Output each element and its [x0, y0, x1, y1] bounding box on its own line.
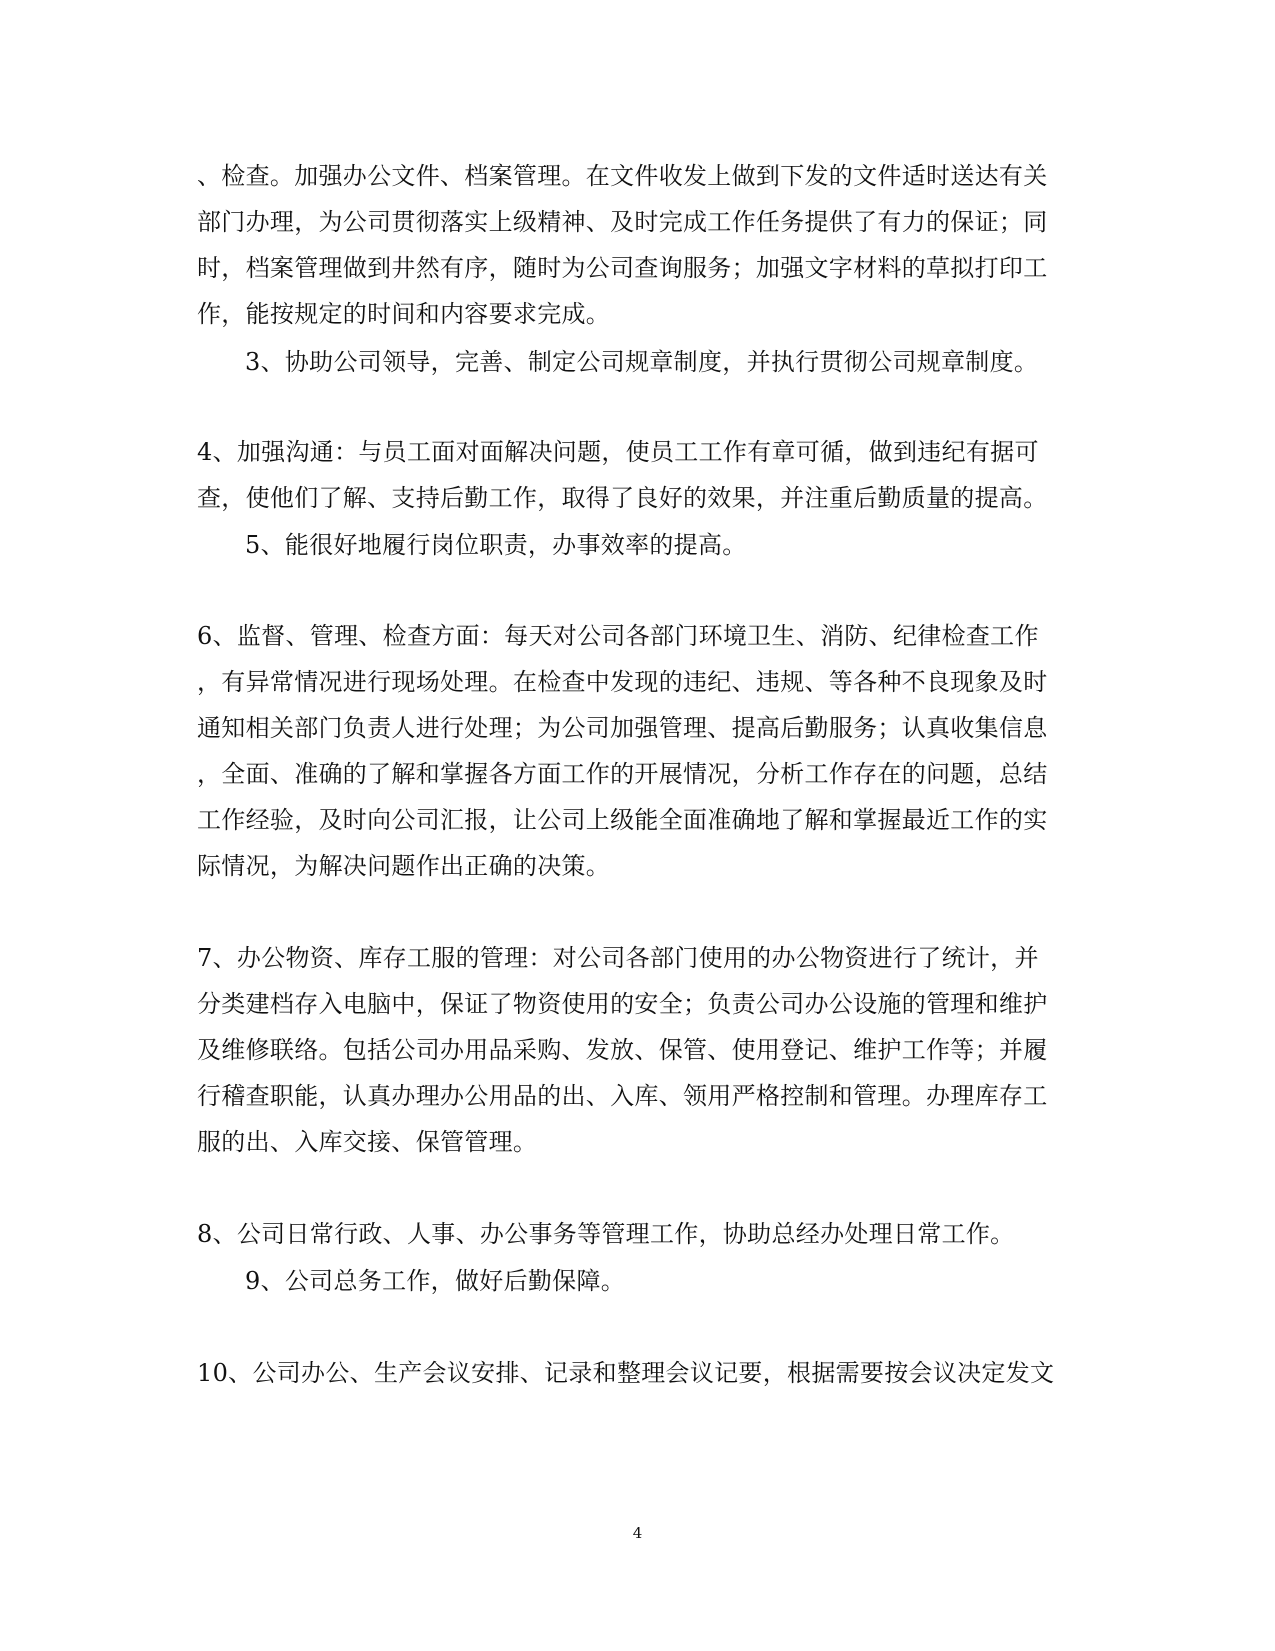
- paragraph-line: 5、能很好地履行岗位职责，办事效率的提高。: [245, 531, 747, 559]
- paragraph-line: 7、办公物资、库存工服的管理：对公司各部门使用的办公物资进行了统计，并: [197, 944, 1039, 972]
- paragraph-line: 10、公司办公、生产会议安排、记录和整理会议记要，根据需要按会议决定发文: [197, 1359, 1055, 1387]
- paragraph-line: 、检查。加强办公文件、档案管理。在文件收发上做到下发的文件适时送达有关: [197, 162, 1048, 190]
- paragraph-line: ，全面、准确的了解和掌握各方面工作的开展情况，分析工作存在的问题，总结: [197, 760, 1048, 788]
- paragraph-line: 及维修联络。包括公司办用品采购、发放、保管、使用登记、维护工作等；并履: [197, 1036, 1048, 1064]
- paragraph-line: 服的出、入库交接、保管管理。: [197, 1128, 538, 1156]
- paragraph-line: 际情况，为解决问题作出正确的决策。: [197, 852, 611, 880]
- paragraph-line: 9、公司总务工作，做好后勤保障。: [245, 1267, 626, 1295]
- paragraph-line: 通知相关部门负责人进行处理；为公司加强管理、提高后勤服务；认真收集信息: [197, 714, 1048, 742]
- paragraph-line: 3、协助公司领导，完善、制定公司规章制度，并执行贯彻公司规章制度。: [245, 348, 1039, 376]
- paragraph-line: 查，使他们了解、支持后勤工作，取得了良好的效果，并注重后勤质量的提高。: [197, 484, 1048, 512]
- paragraph-line: 分类建档存入电脑中，保证了物资使用的安全；负责公司办公设施的管理和维护: [197, 990, 1048, 1018]
- paragraph-line: 6、监督、管理、检查方面：每天对公司各部门环境卫生、消防、纪律检查工作: [197, 622, 1039, 650]
- paragraph-line: ，有异常情况进行现场处理。在检查中发现的违纪、违规、等各种不良现象及时: [197, 668, 1048, 696]
- paragraph-line: 4、加强沟通：与员工面对面解决问题，使员工工作有章可循，做到违纪有据可: [197, 438, 1039, 466]
- paragraph-line: 时，档案管理做到井然有序，随时为公司查询服务；加强文字材料的草拟打印工: [197, 254, 1048, 282]
- paragraph-line: 作，能按规定的时间和内容要求完成。: [197, 300, 611, 328]
- paragraph-line: 工作经验，及时向公司汇报，让公司上级能全面准确地了解和掌握最近工作的实: [197, 806, 1048, 834]
- page-number: 4: [632, 1524, 643, 1542]
- paragraph-line: 部门办理，为公司贯彻落实上级精神、及时完成工作任务提供了有力的保证；同: [197, 208, 1048, 236]
- paragraph-line: 行稽查职能，认真办理办公用品的出、入库、领用严格控制和管理。办理库存工: [197, 1082, 1048, 1110]
- paragraph-line: 8、公司日常行政、人事、办公事务等管理工作，协助总经办处理日常工作。: [197, 1220, 1015, 1248]
